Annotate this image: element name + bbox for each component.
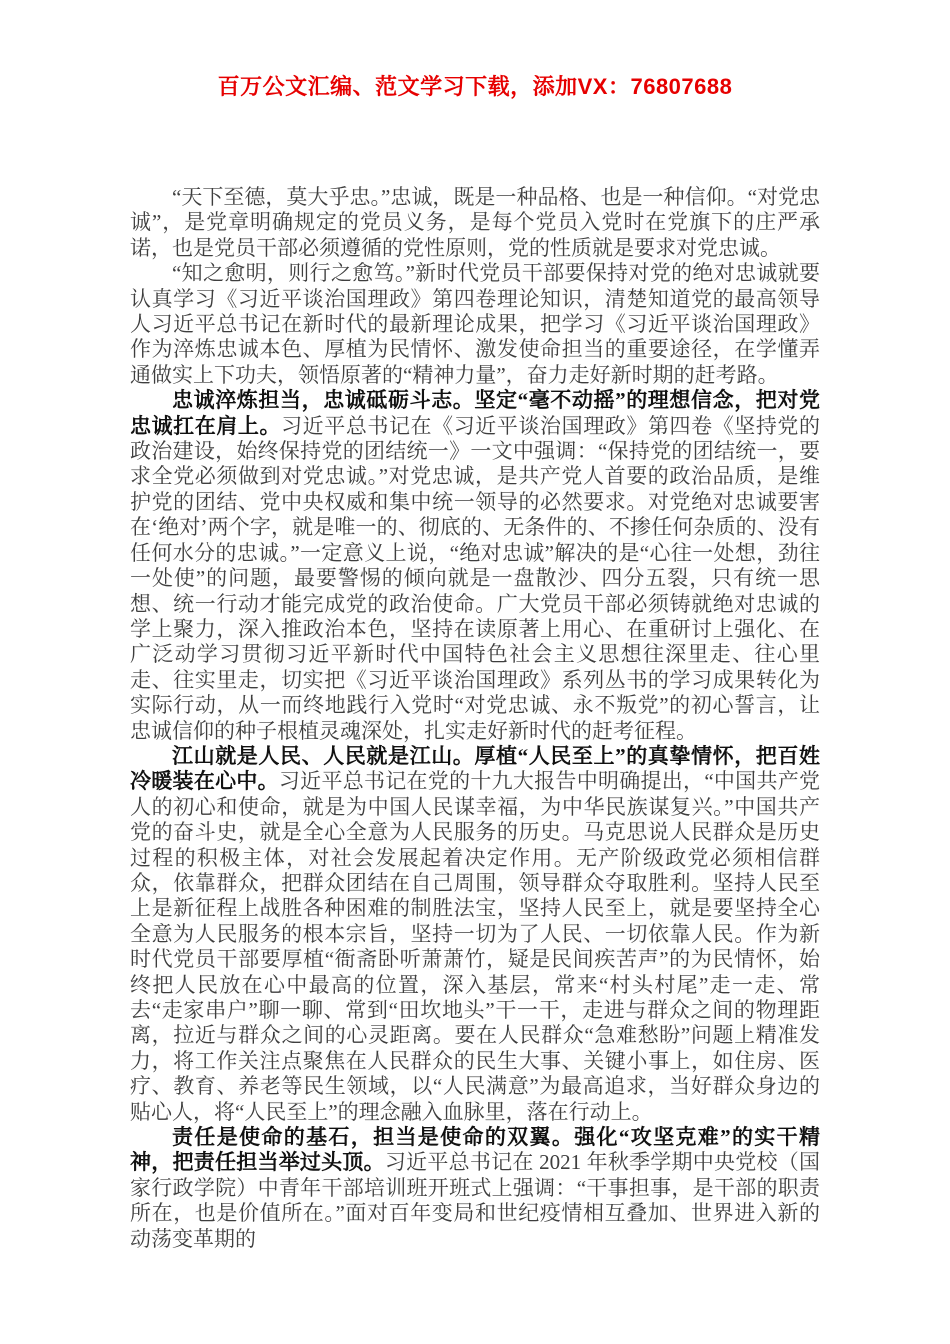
paragraph-5-lead: 责任是使命的基石，担当是使命的双翼。强化“攻坚克难”的实干精神，把责任担当举过头顶。 [130,1125,820,1175]
paragraph-4-lead: 江山就是人民、人民就是江山。厚植“人民至上”的真挚情怀，把百姓冷暖装在心中。 [130,743,820,794]
paragraph-4-text: 习近平总书记在党的十九大报告中明确提出，“中国共产党人的初心和使命，就是为中国人民谋幸福，为中华民族谋复兴。”中国共产党的奋斗史，就是全心全意为人民服务的历史。马克思说人民群众是历史过程的积极主体，对社会发展起着决定作用。无产阶级政党必须相信群众，依靠群众，把群众团结在自己周围，领导群众夺取胜利。坚持人民至上是新征程上战胜各种困难的制胜法宝，坚持人民至上，就是要坚持全心全意为人民服务的根本宗旨，坚持一切为了人民、一切依靠人民。作为新时代党员干部要厚植“衙斋卧听萧萧竹，疑是民间疾苦声”的为民情怀，始终把人民放在心中最高的位置，深入基层，常来“村头村尾”走一走、常去“走家串户”聊一聊、常到“田坎地头”干一干，走进与群众之间的物理距离，拉近与群众之间的心灵距离。要在人民群众“急难愁盼”问题上精准发力，将工作关注点聚焦在人民群众的民生大事、关键小事上，如住房、医疗、教育、养老等民生领域，以“人民满意”为最高追求，当好群众身边的贴心人，将“人民至上”的理念融入血脉里，落在行动上。 [130,769,820,1124]
paragraph-5 [130,1125,820,1252]
paragraph-2 [130,261,820,388]
paragraph-4 [130,744,820,1125]
promo-banner: 百万公文汇编、范文学习下载，添加VX：76807688 [217,74,733,99]
paragraph-3-text: 习近平总书记在《习近平谈治国理政》第四卷《坚持党的政治建设，始终保持党的团结统一》一文中强调：“保持党的团结统一，要求全党必须做到对党忠诚。”对党忠诚，是共产党人首要的政治品质，是维护党的团结、党中央权威和集中统一领导的必然要求。对党绝对忠诚要害在‘绝对’两个字，就是唯一的、彻底的、无条件的、不掺任何杂质的、没有任何水分的忠诚。”一定意义上说，“绝对忠诚”解决的是“心往一处想，劲往一处使”的问题，最要警惕的倾向就是一盘散沙、四分五裂，只有统一思想、统一行动才能完成党的政治使命。广大党员干部必须铸就绝对忠诚的学上聚力，深入推政治本色，坚持在读原著上用心、在重研讨上强化、在广泛动学习贯彻习近平新时代中国特色社会主义思想往深里走、往心里走、往实里走，切实把《习近平谈治国理政》系列丛书的学习成果转化为实际行动，从一而终地践行入党时“对党忠诚、永不叛党”的初心誓言，让忠诚信仰的种子根植灵魂深处，扎实走好新时代的赶考征程。 [130,413,821,743]
document-body [130,185,820,1252]
paragraph-3-lead: 忠诚淬炼担当，忠诚砥砺斗志。坚定“毫不动摇”的理想信念，把对党忠诚扛在肩上。 [130,388,820,438]
paragraph-1 [130,185,820,261]
paragraph-3 [130,388,820,744]
paragraph-5-text: 习近平总书记在 2021 年秋季学期中央党校（国家行政学院）中青年干部培训班开班式上强调：“干事担事，是干部的职责所在，也是价值所在。”面对百年变局和世纪疫情相互叠加、世界进入新的动荡变革期的 [130,1150,821,1251]
paragraph-1-text: “天下至德，莫大乎忠。”忠诚，既是一种品格、也是一种信仰。“对党忠诚”，是党章明确规定的党员义务，是每个党员入党时在党旗下的庄严承诺，也是党员干部必须遵循的党性原则，党的性质就是要求对党忠诚。 [130,185,820,260]
paragraph-2-text: “知之愈明，则行之愈笃。”新时代党员干部要保持对党的绝对忠诚就要认真学习《习近平谈治国理政》第四卷理论知识，清楚知道党的最高领导人习近平总书记在新时代的最新理论成果，把学习《习近平谈治国理政》作为淬炼忠诚本色、厚植为民情怀、激发使命担当的重要途径，在学懂弄通做实上下功夫，领悟原著的“精神力量”，奋力走好新时期的赶考路。 [130,261,820,387]
